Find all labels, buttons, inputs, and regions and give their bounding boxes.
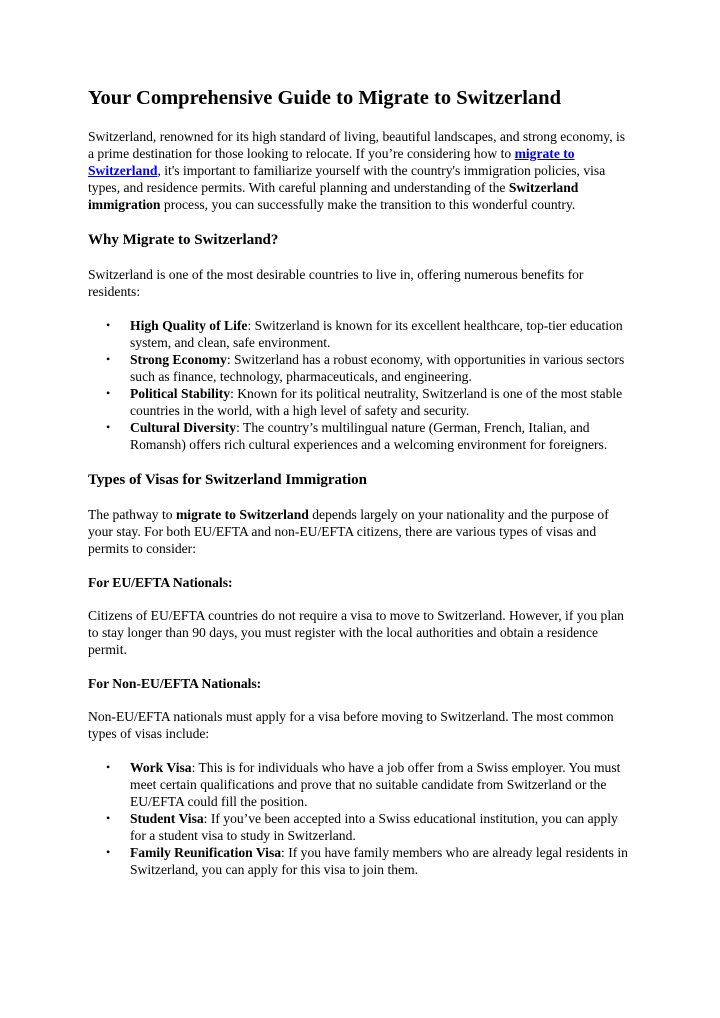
types-paragraph <box>88 506 634 557</box>
list-item <box>88 759 634 810</box>
intro-text-3: process, you can successfully make the transition to this wonderful country. <box>160 197 576 212</box>
list-item-term: High Quality of Life <box>130 318 248 333</box>
page-title: Your Comprehensive Guide to Migrate to Switzerland <box>88 87 561 109</box>
eu-paragraph: Citizens of EU/EFTA countries do not require a visa to move to Switzerland. However, if you plan to stay longer than 90 days, you must register with the local authorities and obtain a residence permit. <box>88 608 624 657</box>
list-item-desc: : Switzerland has a robust economy, with opportunities in various sectors such as finance, technology, pharmaceuticals, and engineering. <box>130 352 625 384</box>
list-item-desc: : If you have family members who are already legal residents in Switzerland, you can apply for this visa to join them. <box>130 845 628 877</box>
visa-list <box>88 759 634 878</box>
non-eu-heading: For Non-EU/EFTA Nationals: <box>88 676 262 691</box>
list-item-term: Cultural Diversity <box>130 420 237 435</box>
intro-text-1: Switzerland, renowned for its high standard of living, beautiful landscapes, and strong economy, is a prime destination for those looking to relocate. If you’re considering how to <box>88 129 626 161</box>
list-item-term: Strong Economy <box>130 352 227 367</box>
list-item <box>88 317 634 351</box>
list-item-desc: : Known for its political neutrality, Switzerland is one of the most stable countries in the world, with a high level of safety and security. <box>130 386 623 418</box>
intro-text-2: , it's important to familiarize yourself with the country's immigration policies, visa types, and residence permits. With careful planning and understanding of the <box>88 163 606 195</box>
list-item-term: Student Visa <box>130 811 204 826</box>
eu-heading: For EU/EFTA Nationals: <box>88 575 233 590</box>
why-paragraph: Switzerland is one of the most desirable countries to live in, offering numerous benefits for residents: <box>88 267 584 299</box>
list-item <box>88 351 634 385</box>
bullet-icon: • <box>106 760 111 774</box>
bullet-icon: • <box>106 811 111 825</box>
types-bold: migrate to Switzerland <box>175 507 309 522</box>
list-item <box>88 385 634 419</box>
bullet-icon: • <box>106 420 111 434</box>
types-text-1: The pathway to <box>88 507 176 522</box>
list-item-desc: : If you’ve been accepted into a Swiss educational institution, you can apply for a student visa to study in Switzerland. <box>130 811 618 843</box>
benefits-list <box>88 317 634 453</box>
list-item-term: Political Stability <box>130 386 231 401</box>
types-text-2: depends largely on your nationality and the purpose of your stay. For both EU/EFTA and non-EU/EFTA citizens, there are various types of visas and permits to consider: <box>88 507 609 556</box>
list-item <box>88 419 634 453</box>
intro-paragraph <box>88 128 634 213</box>
migrate-link[interactable]: migrate to Switzerland <box>88 146 575 178</box>
list-item <box>88 844 634 878</box>
list-item-term: Family Reunification Visa <box>130 845 282 860</box>
why-heading: Why Migrate to Switzerland? <box>88 232 279 248</box>
list-item-term: Work Visa <box>130 760 192 775</box>
bullet-icon: • <box>106 386 111 400</box>
bullet-icon: • <box>106 318 111 332</box>
bullet-icon: • <box>106 845 111 859</box>
non-eu-paragraph: Non-EU/EFTA nationals must apply for a visa before moving to Switzerland. The most common types of visas include: <box>88 709 614 741</box>
intro-bold: Switzerland immigration <box>88 180 579 212</box>
list-item-desc: : The country’s multilingual nature (German, French, Italian, and Romansh) offers rich cultural experiences and a welcoming environment for foreigners. <box>130 420 608 452</box>
list-item-desc: : This is for individuals who have a job offer from a Swiss employer. You must meet certain qualifications and prove that no suitable candidate from Switzerland or the EU/EFTA could fill the position. <box>130 760 621 809</box>
bullet-icon: • <box>106 352 111 366</box>
list-item-desc: : Switzerland is known for its excellent healthcare, top-tier education system, and clean, safe environment. <box>130 318 623 350</box>
list-item <box>88 810 634 844</box>
types-heading: Types of Visas for Switzerland Immigration <box>88 472 368 488</box>
